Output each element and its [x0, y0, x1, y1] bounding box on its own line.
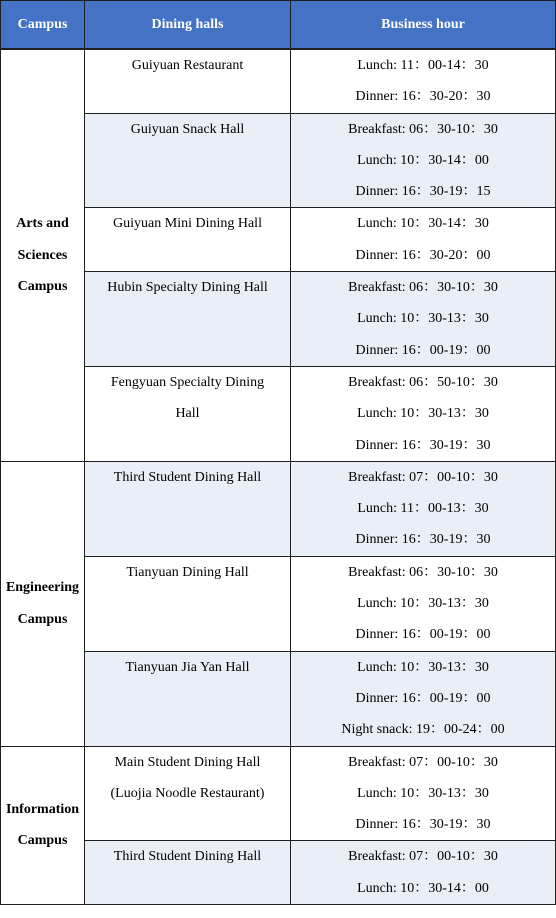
business-hour-line: Dinner: 16：30-19：15 [355, 184, 491, 200]
table-row [1, 746, 556, 841]
business-hours-cell [291, 461, 556, 556]
dining-hall-name: Tianyuan Jia Yan Hall [125, 659, 250, 675]
campus-name-line: Information [5, 801, 80, 817]
dining-hall-cell [85, 208, 291, 272]
dining-hall-cell [85, 49, 291, 113]
business-hour-line: Lunch: 10：30-14：30 [357, 216, 489, 232]
business-hours-cell [291, 113, 556, 208]
business-hour-line: Lunch: 10：30-14：00 [357, 152, 489, 168]
campus-name-line: Sciences [17, 247, 68, 263]
business-hour-line: Lunch: 10：30-13：30 [357, 311, 489, 327]
business-hours-cell [291, 366, 556, 461]
table-row [1, 651, 556, 746]
campus-name-line: Arts and [16, 216, 69, 232]
header-row [1, 1, 556, 50]
business-hours-cell [291, 272, 556, 367]
business-hour-line: Dinner: 16：30-20：30 [355, 89, 491, 105]
business-hours-cell [291, 208, 556, 272]
dining-hall-name: Guiyuan Snack Hall [130, 121, 245, 137]
business-hour-line: Dinner: 16：00-19：00 [355, 690, 491, 706]
business-hour-line: Breakfast: 07：00-10：30 [348, 469, 498, 485]
business-hour-line: Lunch: 10：30-13：30 [357, 659, 489, 675]
table-row [1, 49, 556, 113]
dining-hall-name: Guiyuan Restaurant [131, 58, 244, 73]
dining-halls-column-header: Dining halls [85, 1, 291, 50]
campus-column-header: Campus [1, 1, 85, 50]
dining-hall-name: Hubin Specialty Dining Hall [107, 280, 268, 296]
dining-hall-cell [85, 366, 291, 461]
business-hour-line: Dinner: 16：00-19：00 [355, 342, 491, 358]
campus-cell [1, 746, 85, 904]
business-hour-line: Night snack: 19：00-24：00 [341, 722, 505, 738]
table-row [1, 272, 556, 367]
table-row [1, 461, 556, 556]
dining-hall-name: Third Student Dining Hall [113, 849, 262, 865]
business-hour-line: Lunch: 10：30-13：30 [357, 785, 489, 801]
dining-hall-cell [85, 651, 291, 746]
dining-hall-cell [85, 746, 291, 841]
table-row [1, 841, 556, 905]
dining-hall-cell [85, 113, 291, 208]
dining-hall-cell [85, 841, 291, 905]
campus-cell [1, 461, 85, 746]
business-hour-line: Breakfast: 06：50-10：30 [348, 374, 498, 390]
business-hour-line: Dinner: 16：30-19：30 [355, 437, 491, 453]
table-row [1, 208, 556, 272]
business-hour-line: Breakfast: 06：30-10：30 [348, 280, 498, 296]
dining-hall-cell [85, 272, 291, 367]
table-row [1, 556, 556, 651]
campus-cell [1, 49, 85, 461]
business-hours-cell [291, 841, 556, 905]
business-hour-line: Lunch: 10：30-13：30 [357, 596, 489, 612]
business-hours-cell [291, 49, 556, 113]
business-hour-line: Breakfast: 07：00-10：30 [348, 754, 498, 770]
business-hour-line: Dinner: 16：30-19：30 [355, 532, 491, 548]
business-hour-line: Dinner: 16：30-20：00 [355, 247, 491, 263]
business-hour-column-header: Business hour [291, 1, 556, 50]
table-row [1, 113, 556, 208]
campus-name-line: Campus [17, 611, 68, 627]
business-hours-cell [291, 746, 556, 841]
dining-hall-name: Guiyuan Mini Dining Hall [113, 216, 262, 232]
business-hour-line: Lunch: 10：30-13：30 [357, 406, 489, 422]
business-hour-line: Breakfast: 06：30-10：30 [348, 564, 498, 580]
business-hour-line: Dinner: 16：30-19：30 [355, 817, 491, 833]
business-hour-line: Lunch: 11：00-13：30 [357, 501, 489, 517]
business-hours-cell [291, 556, 556, 651]
table-row [1, 366, 556, 461]
business-hour-line: Breakfast: 06：30-10：30 [348, 121, 498, 137]
dining-hall-name: Third Student Dining Hall [113, 469, 262, 485]
business-hour-line: Lunch: 11：00-14：30 [357, 58, 489, 73]
business-hours-cell [291, 651, 556, 746]
dining-hall-name: Tianyuan Dining Hall [126, 564, 249, 580]
campus-name-line: Engineering [5, 580, 80, 596]
dining-hall-name: Main Student Dining Hall [114, 754, 261, 770]
campus-name-line: Campus [17, 833, 68, 849]
dining-hall-name: Hall [175, 406, 200, 422]
dining-hall-cell [85, 556, 291, 651]
business-hour-line: Lunch: 10：30-14：00 [357, 880, 489, 896]
business-hour-line: Dinner: 16：00-19：00 [355, 627, 491, 643]
campus-name-line: Campus [17, 279, 68, 295]
dining-hall-name: Fengyuan Specialty Dining [110, 374, 265, 390]
business-hour-line: Breakfast: 07：00-10：30 [348, 849, 498, 865]
dining-hall-name: (Luojia Noodle Restaurant) [110, 785, 265, 801]
dining-hall-cell [85, 461, 291, 556]
table-body [1, 49, 556, 905]
